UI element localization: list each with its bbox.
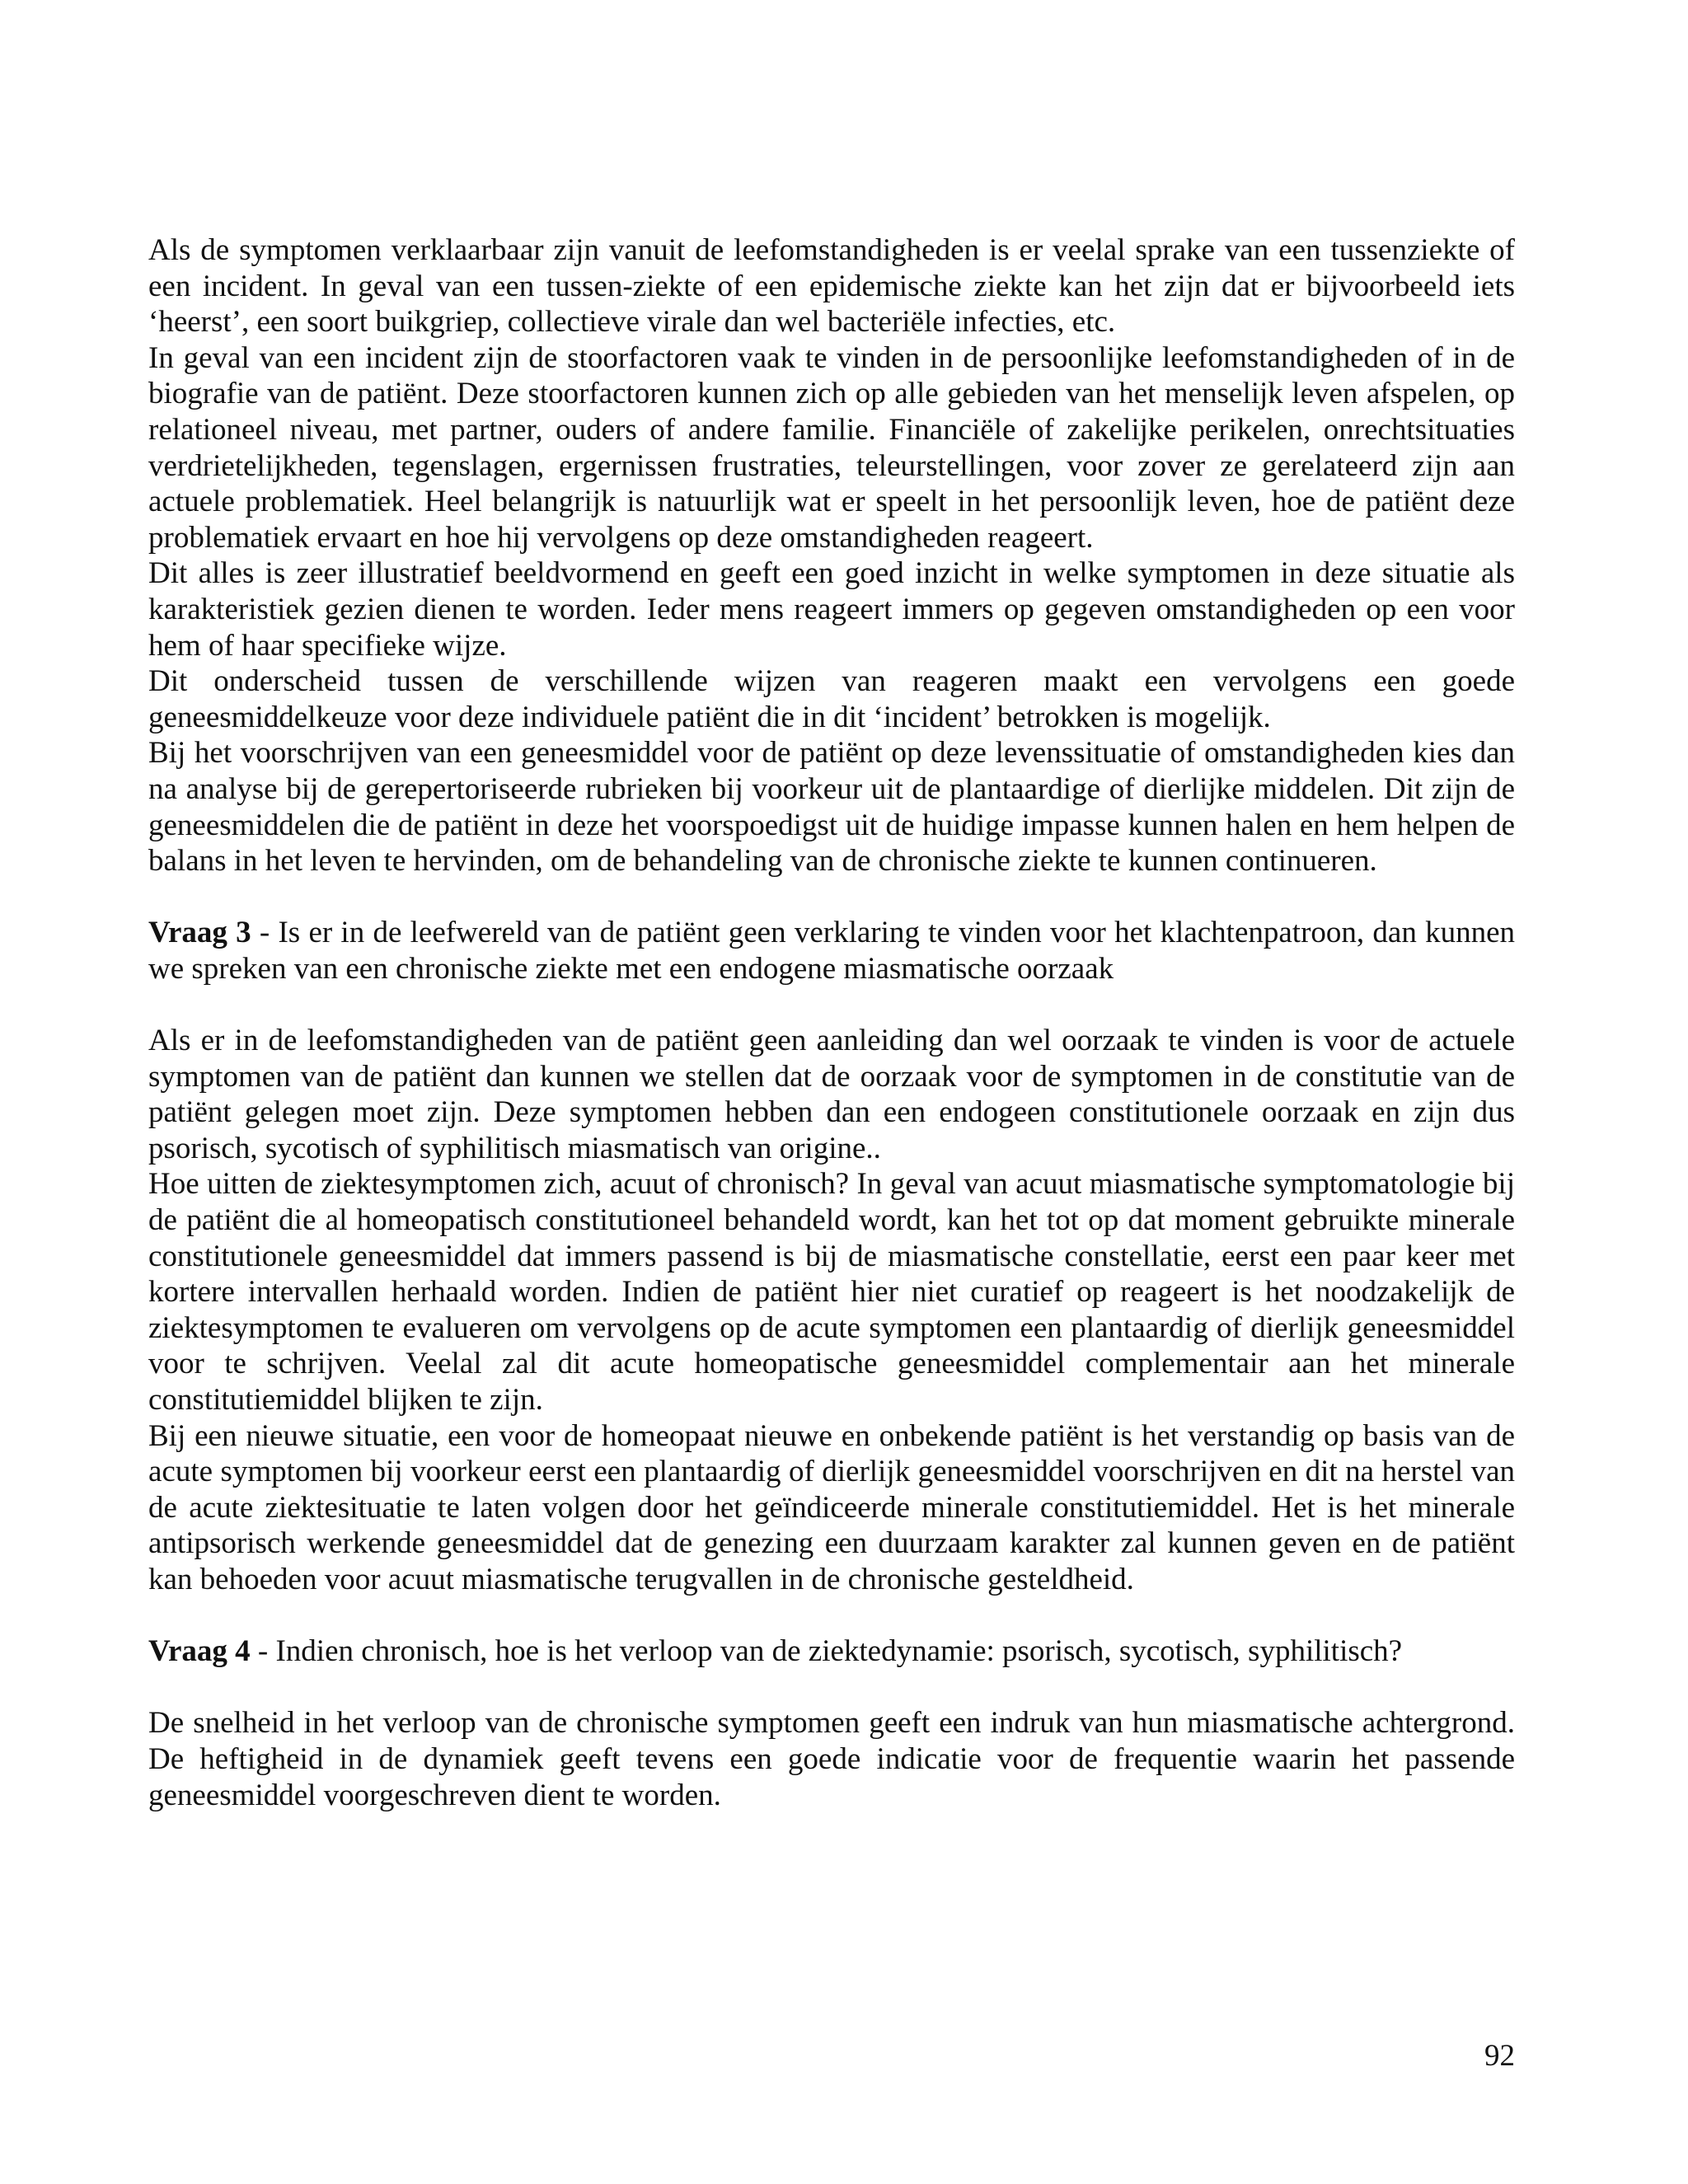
spacer <box>148 879 1515 916</box>
question-4-text: - Indien chronisch, hoe is het verloop van de ziektedynamie: psorisch, sycotisch, syphilitisch? <box>250 1634 1403 1669</box>
paragraph-prescribing: Bij het voorschrijven van een geneesmiddel voor de patiënt op deze levenssituatie of omstandigheden kies dan na analyse bij de gerepertoriseerde rubrieken bij voorkeur uit de plantaardige of dierlijke middelen. Dit zijn de geneesmiddelen die de patiënt in deze het voorspoedigst uit de huidige impasse kunnen halen en hem helpen de balans in het leven te hervinden, om de behandeling van de chronische ziekte te kunnen continueren. <box>148 736 1515 879</box>
paragraph-acute-or-chronic: Hoe uitten de ziektesymptomen zich, acuut of chronisch? In geval van acuut miasmatische symptomatologie bij de patiënt die al homeopatisch constitutioneel behandeld wordt, kan het tot op dat moment gebruikte minerale constitutionele geneesmiddel dat immers passend is bij de miasmatische constellatie, eerst een paar keer met kortere intervallen herhaald worden. Indien de patiënt hier niet curatief op reageert is het noodzakelijk de ziektesymptomen te evalueren om vervolgens op de acute symptomen een plantaardig of dierlijk geneesmiddel voor te schrijven. Veelal zal dit acute homeopatische geneesmiddel complementair aan het minerale constitutiemiddel blijken te zijn. <box>148 1167 1515 1417</box>
paragraph-incident: In geval van een incident zijn de stoorfactoren vaak te vinden in de persoonlijke leefomstandigheden of in de biografie van de patiënt. Deze stoorfactoren kunnen zich op alle gebieden van het menselijk leven afspelen, op relationeel niveau, met partner, ouders of andere familie. Financiële of zakelijke perikelen, onrechtsituaties verdrietelijkheden, tegenslagen, ergernissen frustraties, teleurstellingen, voor zover ze gerelateerd zijn aan actuele problematiek. Heel belangrijk is natuurlijk wat er speelt in het persoonlijk leven, hoe de patiënt deze problematiek ervaart en hoe hij vervolgens op deze omstandigheden reageert. <box>148 340 1515 555</box>
paragraph-intermittent-illness: Als de symptomen verklaarbaar zijn vanuit de leefomstandigheden is er veelal sprake van een tussenziekte of een incident. In geval van een tussen-ziekte of een epidemische ziekte kan het zijn dat er bijvoorbeeld iets ‘heerst’, een soort buikgriep, collectieve virale dan wel bacteriële infecties, etc. <box>148 233 1515 340</box>
page-content <box>148 232 1515 1813</box>
page-number: 92 <box>1484 2039 1515 2073</box>
spacer <box>148 1670 1515 1706</box>
paragraph-speed-of-progression: De snelheid in het verloop van de chronische symptomen geeft een indruk van hun miasmatische achtergrond. De heftigheid in de dynamiek geeft tevens een goede indicatie voor de frequentie waarin het passende geneesmiddel voorgeschreven dient te worden. <box>148 1706 1515 1812</box>
spacer <box>148 1598 1515 1634</box>
paragraph-distinction: Dit onderscheid tussen de verschillende wijzen van reageren maakt een vervolgens een goede geneesmiddelkeuze voor deze individuele patiënt die in dit ‘incident’ betrokken is mogelijk. <box>148 664 1515 734</box>
spacer <box>148 987 1515 1023</box>
paragraph-illustrative: Dit alles is zeer illustratief beeldvormend en geeft een goed inzicht in welke symptomen in deze situatie als karakteristiek gezien dienen te worden. Ieder mens reageert immers op gegeven omstandigheden op een voor hem of haar specifieke wijze. <box>148 556 1515 663</box>
question-3 <box>148 915 1515 987</box>
paragraph-constitutional-cause: Als er in de leefomstandigheden van de patiënt geen aanleiding dan wel oorzaak te vinden is voor de actuele symptomen van de patiënt dan kunnen we stellen dat de oorzaak voor de symptomen in de constitutie van de patiënt gelegen moet zijn. Deze symptomen hebben dan een endogeen constitutionele oorzaak en zijn dus psorisch, sycotisch of syphilitisch miasmatisch van origine.. <box>148 1024 1515 1165</box>
paragraph-new-situation: Bij een nieuwe situatie, een voor de homeopaat nieuwe en onbekende patiënt is het verstandig op basis van de acute symptomen bij voorkeur eerst een plantaardig of dierlijk geneesmiddel voorschrijven en dit na herstel van de acute ziektesituatie te laten volgen door het geïndiceerde minerale constitutiemiddel. Het is het minerale antipsorisch werkende geneesmiddel dat de genezing een duurzaam karakter zal kunnen geven en de patiënt kan behoeden voor acuut miasmatische terugvallen in de chronische gesteldheid. <box>148 1418 1515 1596</box>
question-4 <box>148 1633 1515 1670</box>
question-3-label: Vraag 3 <box>148 916 251 950</box>
question-3-text: - Is er in de leefwereld van de patiënt geen verklaring te vinden voor het klachtenpatroon, dan kunnen we spreken van een chronische ziekte met een endogene miasmatische oorzaak <box>148 916 1515 986</box>
question-4-label: Vraag 4 <box>148 1634 251 1669</box>
